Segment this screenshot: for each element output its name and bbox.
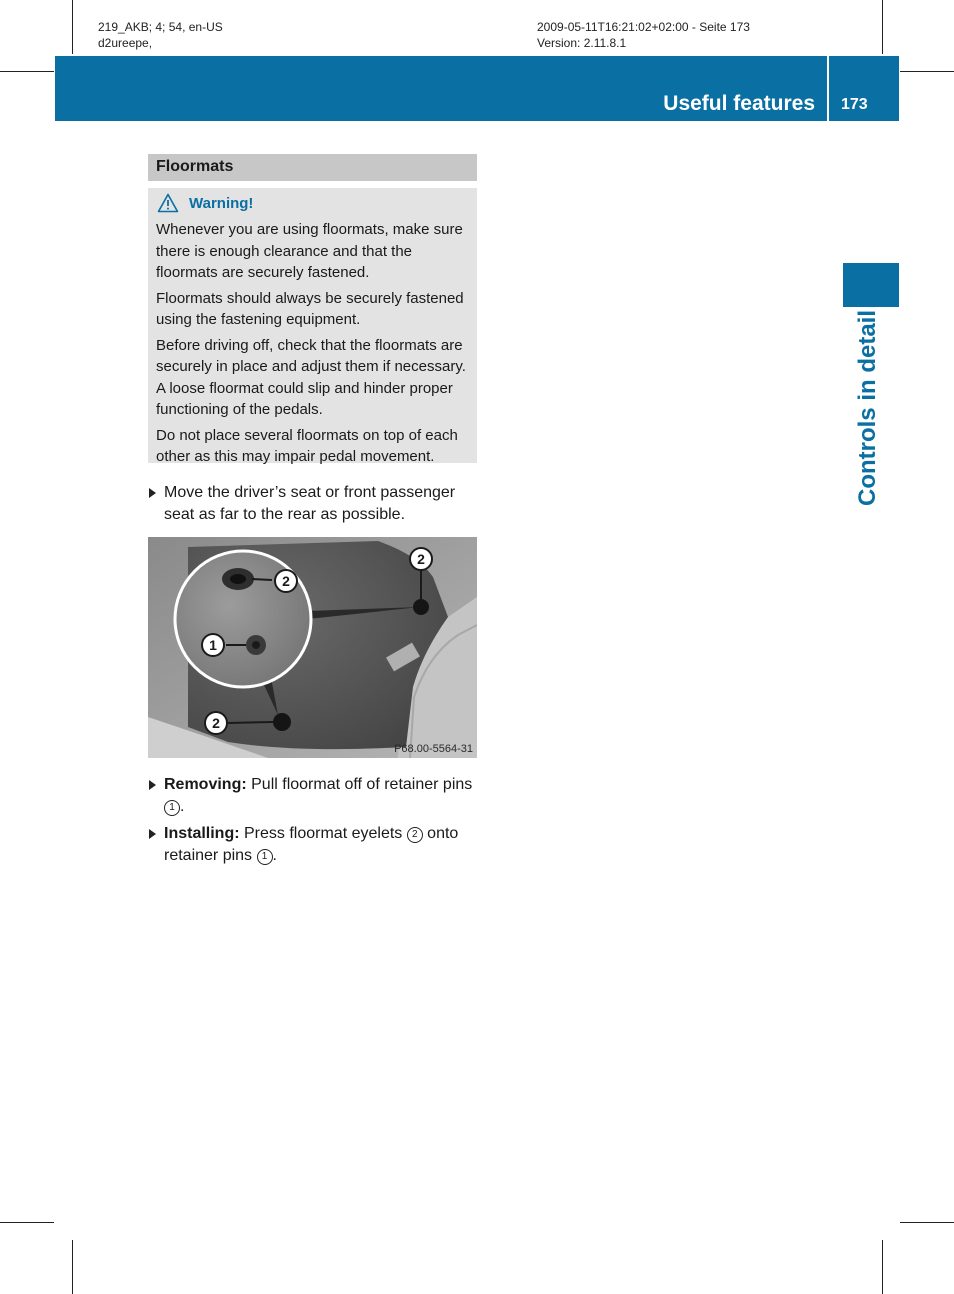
crop-mark	[72, 1240, 73, 1294]
print-meta-left	[98, 19, 223, 51]
callout-badge	[410, 548, 432, 570]
crop-mark	[900, 1222, 954, 1223]
crop-mark	[72, 0, 73, 54]
warning-paragraph: Do not place several floormats on top of each other as this may impair pedal movement.	[156, 426, 458, 465]
print-meta-user: d2ureepe,	[98, 36, 153, 50]
crop-mark	[0, 71, 54, 72]
warning-header	[156, 192, 471, 214]
warning-box	[148, 188, 477, 463]
step-arrow-icon	[149, 829, 156, 839]
print-meta-timestamp: 2009-05-11T16:21:02+02:00 - Seite 173	[537, 20, 750, 34]
callout-number: 2	[417, 551, 425, 567]
step-arrow-icon	[149, 780, 156, 790]
side-tab-marker	[843, 263, 899, 307]
section-heading	[148, 154, 477, 181]
instruction-step-removing	[148, 774, 480, 818]
section-heading-text: Floormats	[156, 158, 234, 175]
warning-paragraph: Floormats should always be securely fastened using the fastening equipment.	[156, 289, 464, 328]
instruction-step	[148, 482, 480, 526]
callout-number: 2	[212, 715, 220, 731]
header-divider	[827, 56, 829, 121]
callout-badge	[202, 634, 224, 656]
mat-eyelet	[413, 599, 429, 615]
print-meta-job: 219_AKB; 4; 54, en-US	[98, 20, 223, 34]
print-meta-right	[537, 19, 750, 51]
instruction-list-bottom	[148, 774, 480, 867]
reference-number: 2	[407, 827, 423, 843]
floormat-figure	[148, 537, 477, 758]
page-number: 173	[841, 96, 868, 113]
mat-eyelet	[273, 713, 291, 731]
chapter-title: Useful features	[663, 92, 815, 115]
eyelet-zoom-inner	[230, 574, 246, 584]
callout-pointer	[228, 722, 273, 723]
side-tab-label: Controls in detail	[854, 309, 881, 506]
instruction-list-top	[148, 482, 480, 526]
crop-mark	[882, 0, 883, 54]
reference-number: 1	[257, 849, 273, 865]
step-text: Press floormat eyelets	[239, 825, 407, 842]
callout-badge	[205, 712, 227, 734]
crop-mark	[882, 1240, 883, 1294]
step-text-middle: onto retainer pins	[164, 825, 459, 864]
callout-number: 2	[282, 573, 290, 589]
warning-triangle-icon	[157, 193, 179, 213]
step-text-end: .	[180, 798, 185, 815]
step-text: Pull floormat off of retainer pins	[246, 776, 473, 793]
reference-number: 1	[164, 800, 180, 816]
warning-paragraph: Before driving off, check that the floormats are securely in place and adjust them if necessary. A loose floormat could slip and hinder proper functioning of the pedals.	[156, 336, 466, 418]
header-bar	[55, 56, 899, 121]
crop-mark	[900, 71, 954, 72]
step-label: Installing:	[164, 825, 240, 842]
warning-paragraph: Whenever you are using floormats, make sure there is enough clearance and that the floormats are securely fastened.	[156, 221, 463, 281]
figure-code: P68.00-5564-31	[394, 743, 473, 755]
step-label: Removing:	[164, 776, 247, 793]
callout-pointer	[252, 579, 272, 580]
step-text: Move the driver’s seat or front passenger seat as far to the rear as possible.	[164, 484, 456, 523]
callout-badge	[275, 570, 297, 592]
warning-title: Warning!	[189, 194, 254, 212]
crop-mark	[0, 1222, 54, 1223]
retainer-pin-zoom-core	[252, 641, 260, 649]
step-arrow-icon	[149, 488, 156, 498]
instruction-step-installing	[148, 823, 480, 867]
print-meta-version: Version: 2.11.8.1	[537, 36, 627, 50]
step-text-end: .	[272, 847, 277, 864]
callout-number: 1	[209, 637, 217, 653]
